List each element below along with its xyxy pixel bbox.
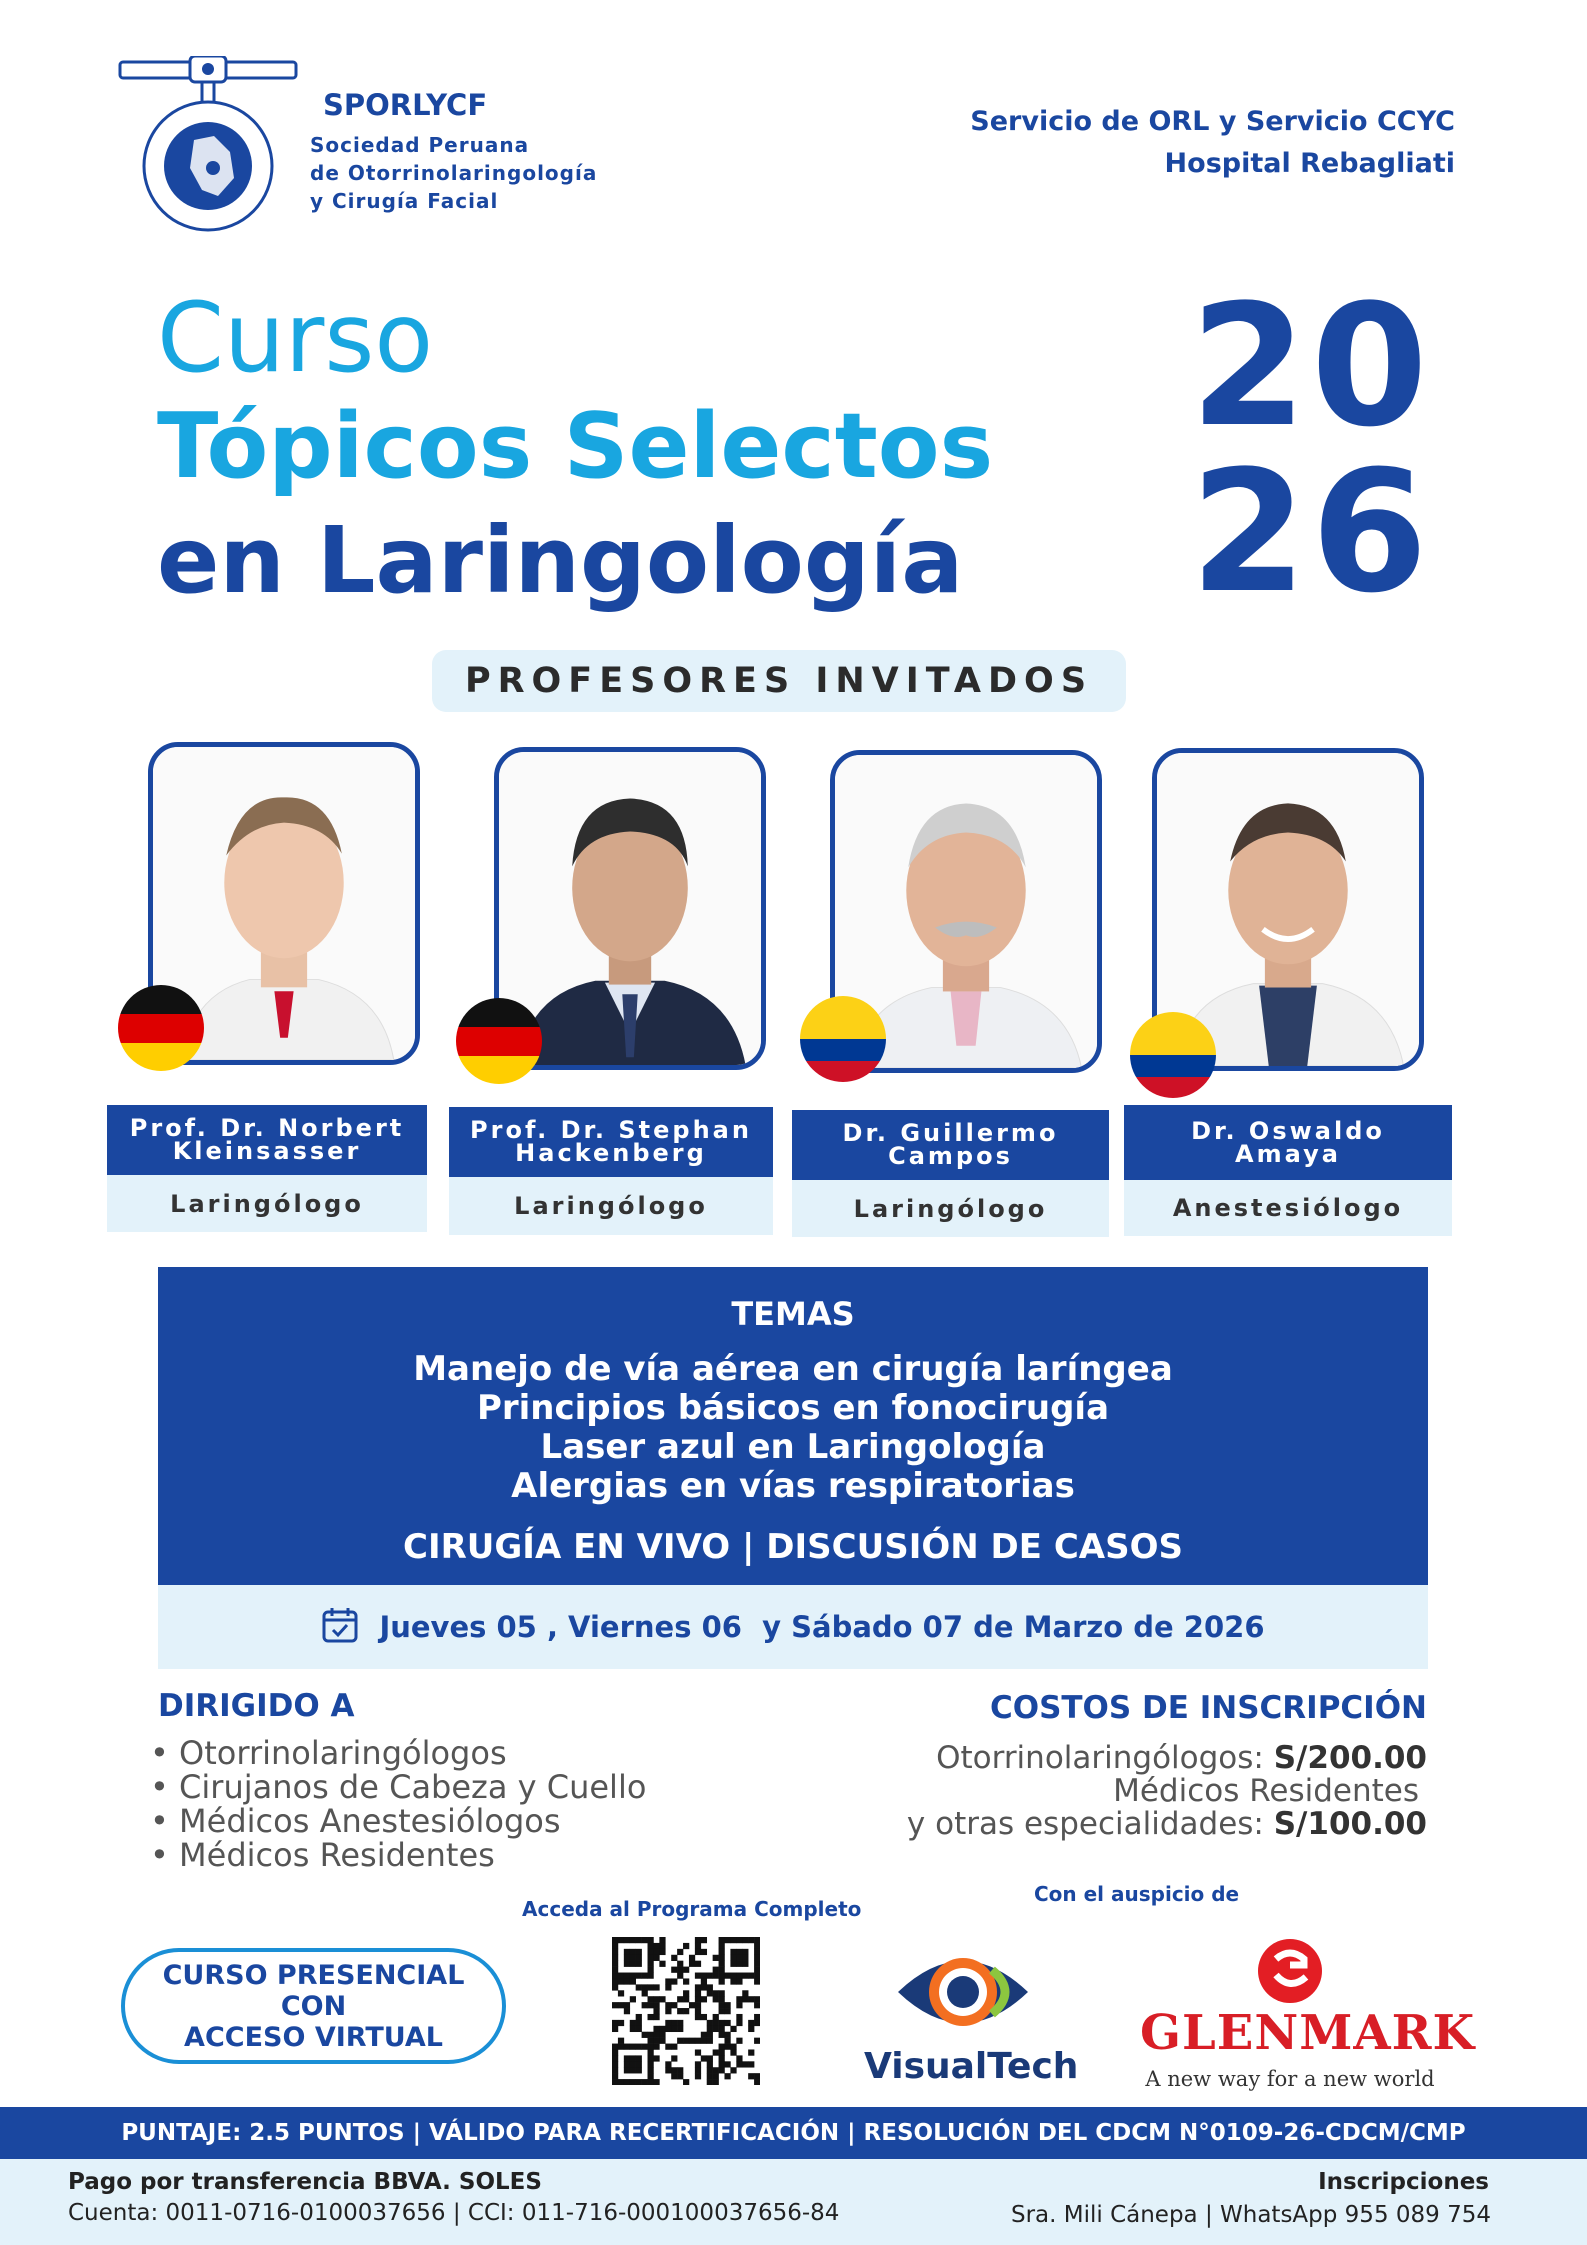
audience-title: DIRIGIDO A xyxy=(158,1688,355,1724)
program-label: Acceda al Programa Completo xyxy=(522,1897,862,1921)
cost-line: Médicos Residentes xyxy=(1113,1773,1419,1809)
org-short-name: SPORLYCF xyxy=(323,88,488,122)
org-name-line: de Otorrinolaringología xyxy=(310,161,598,185)
speaker-role: Anestesiólogo xyxy=(1124,1180,1452,1236)
speaker-role: Laringólogo xyxy=(107,1175,427,1232)
audience-item: • Cirujanos de Cabeza y Cuello xyxy=(150,1768,647,1806)
cost-line: Otorrinolaringólogos: S/200.00 xyxy=(936,1740,1427,1776)
course-mode-badge: CURSO PRESENCIAL CON ACCESO VIRTUAL xyxy=(121,1948,506,2064)
year-top: 20 xyxy=(1190,268,1432,464)
title-line-1: Curso xyxy=(157,282,434,394)
speaker-name: Prof. Dr. Norbert Kleinsasser xyxy=(107,1105,427,1175)
org-name-line: Sociedad Peruana xyxy=(310,133,530,157)
speaker-role: Laringólogo xyxy=(792,1180,1109,1237)
registration-title: Inscripciones xyxy=(1318,2169,1489,2195)
date-bar xyxy=(158,1585,1428,1669)
title-line-2: Tópicos Selectos xyxy=(157,394,994,499)
registration-contact: Sra. Mili Cánepa | WhatsApp 955 089 754 xyxy=(1010,2202,1491,2228)
topic-item: Principios básicos en fonocirugía xyxy=(476,1388,1110,1428)
topic-item: Manejo de vía aérea en cirugía laríngea xyxy=(413,1349,1173,1389)
topics-panel xyxy=(158,1267,1428,1585)
speaker-name: Dr. Oswaldo Amaya xyxy=(1124,1105,1452,1180)
sporlycf-logo xyxy=(118,56,298,236)
audience-item: • Médicos Residentes xyxy=(150,1836,495,1874)
visualtech-wordmark: VisualTech xyxy=(864,2046,1079,2087)
glenmark-logo xyxy=(1140,1935,1476,2095)
cost-line: y otras especialidades: S/100.00 xyxy=(906,1806,1427,1842)
hospital-line: Hospital Rebagliati xyxy=(1164,148,1455,179)
visualtech-logo xyxy=(858,1940,1079,2090)
course-dates: Jueves 05 , Viernes 06 y Sábado 07 de Marzo de 2026 xyxy=(379,1610,1265,1644)
live-surgery-highlight: CIRUGÍA EN VIVO | DISCUSIÓN DE CASOS xyxy=(403,1527,1183,1567)
topic-item: Alergias en vías respiratorias xyxy=(511,1466,1075,1506)
germany-flag-icon xyxy=(118,985,204,1071)
calendar-icon xyxy=(321,1606,359,1648)
colombia-flag-icon xyxy=(800,996,886,1082)
payment-title: Pago por transferencia BBVA. SOLES xyxy=(68,2169,542,2195)
title-line-3: en Laringología xyxy=(157,507,964,614)
service-line: Servicio de ORL y Servicio CCYC xyxy=(970,106,1455,137)
org-name-line: y Cirugía Facial xyxy=(310,189,499,213)
professors-label: PROFESORES INVITADOS xyxy=(432,650,1126,712)
topic-item: Laser azul en Laringología xyxy=(540,1427,1046,1467)
costs-title: COSTOS DE INSCRIPCIÓN xyxy=(989,1690,1427,1726)
colombia-flag-icon xyxy=(1130,1012,1216,1098)
speaker-name: Dr. Guillermo Campos xyxy=(792,1110,1109,1180)
germany-flag-icon xyxy=(456,998,542,1084)
year-bottom: 26 xyxy=(1190,434,1432,630)
credits-bar: PUNTAJE: 2.5 PUNTOS | VÁLIDO PARA RECERTIFICACIÓN | RESOLUCIÓN DEL CDCM N°0109-26-CDCM/CMP xyxy=(0,2107,1587,2159)
speaker-role: Laringólogo xyxy=(449,1177,773,1235)
speaker-name: Prof. Dr. Stephan Hackenberg xyxy=(449,1107,773,1177)
bank-accounts: Cuenta: 0011-0716-0100037656 | CCI: 011-716-000100037656-84 xyxy=(68,2200,840,2226)
glenmark-wordmark: GLENMARK xyxy=(1140,2005,1476,2061)
audience-item: • Médicos Anestesiólogos xyxy=(150,1802,561,1840)
topics-title: TEMAS xyxy=(731,1295,855,1333)
glenmark-tagline: A new way for a new world xyxy=(1145,2067,1435,2091)
qr-code[interactable] xyxy=(612,1937,760,2085)
audience-item: • Otorrinolaringólogos xyxy=(150,1734,507,1772)
sponsor-label: Con el auspicio de xyxy=(1034,1882,1240,1906)
